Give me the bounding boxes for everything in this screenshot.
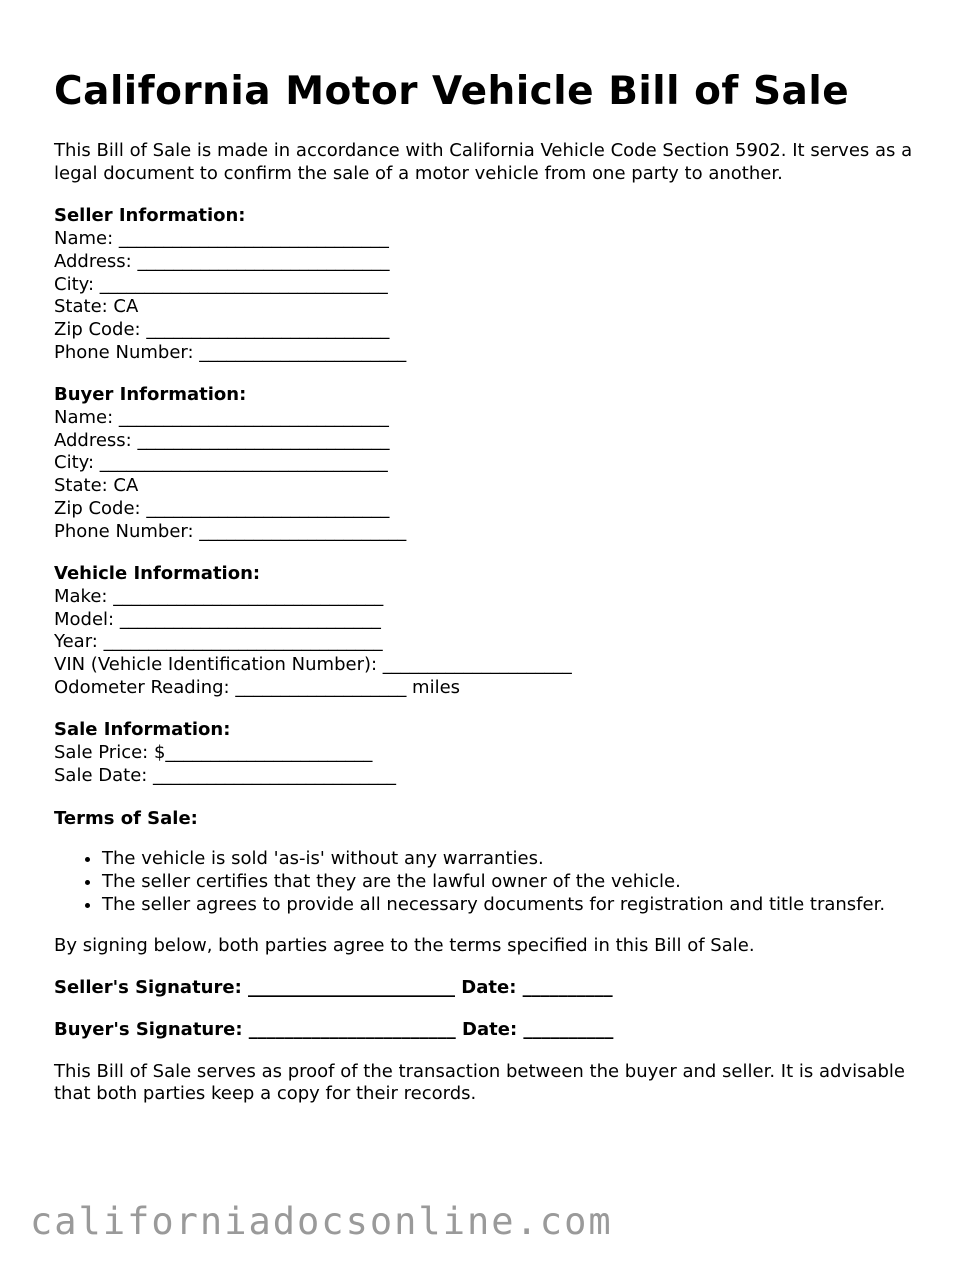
vehicle-odometer-field: Odometer Reading: ___________________ miles xyxy=(54,676,461,698)
vehicle-make-field: Make: ______________________________ xyxy=(54,585,384,607)
document-page xyxy=(54,68,934,1106)
terms-heading: Terms of Sale: xyxy=(54,807,198,829)
intro-paragraph: This Bill of Sale is made in accordance with California Vehicle Code Section 5902. It serves as a legal document to confirm the sale of a motor vehicle from one party to another. xyxy=(54,140,913,184)
vehicle-heading: Vehicle Information: xyxy=(54,563,261,585)
seller-section xyxy=(54,205,934,364)
terms-item: • The seller certifies that they are the lawful owner of the vehicle. xyxy=(102,871,934,894)
seller-heading: Seller Information: xyxy=(54,205,246,227)
terms-list xyxy=(54,848,934,916)
terms-item: • The vehicle is sold 'as-is' without any warranties. xyxy=(102,848,934,871)
site-watermark: californiadocsonline.com xyxy=(30,1200,613,1243)
seller-signature-line: Seller's Signature: _______________________ Date: __________ xyxy=(54,977,613,999)
seller-phone-field: Phone Number: _______________________ xyxy=(54,341,407,363)
sale-heading: Sale Information: xyxy=(54,719,231,741)
terms-item: • The seller agrees to provide all necessary documents for registration and title transfer. xyxy=(102,894,934,917)
buyer-state-field: State: CA xyxy=(54,475,139,497)
seller-address-field: Address: ____________________________ xyxy=(54,250,390,272)
buyer-signature-line: Buyer's Signature: _______________________ Date: __________ xyxy=(54,1018,614,1040)
buyer-name-field: Name: ______________________________ xyxy=(54,407,389,429)
buyer-zip-field: Zip Code: ___________________________ xyxy=(54,497,390,519)
vehicle-year-field: Year: _______________________________ xyxy=(54,631,383,653)
vehicle-vin-field: VIN (Vehicle Identification Number): _____________________ xyxy=(54,654,572,676)
vehicle-model-field: Model: _____________________________ xyxy=(54,608,381,630)
seller-city-field: City: ________________________________ xyxy=(54,273,388,295)
terms-section xyxy=(54,808,934,831)
seller-name-field: Name: ______________________________ xyxy=(54,228,389,250)
buyer-phone-field: Phone Number: _______________________ xyxy=(54,520,407,542)
buyer-address-field: Address: ____________________________ xyxy=(54,429,390,451)
sale-section xyxy=(54,719,934,787)
buyer-city-field: City: ________________________________ xyxy=(54,452,388,474)
seller-state-field: State: CA xyxy=(54,296,139,318)
sale-date-field: Sale Date: ___________________________ xyxy=(54,764,397,786)
seller-zip-field: Zip Code: ___________________________ xyxy=(54,318,390,340)
agreement-statement: By signing below, both parties agree to the terms specified in this Bill of Sale. xyxy=(54,935,755,957)
buyer-section xyxy=(54,384,934,543)
vehicle-section xyxy=(54,563,934,699)
buyer-heading: Buyer Information: xyxy=(54,384,247,406)
document-title: California Motor Vehicle Bill of Sale xyxy=(54,69,850,114)
closing-paragraph: This Bill of Sale serves as proof of the transaction between the buyer and seller. It is advisable that both parties keep a copy for their records. xyxy=(54,1060,905,1105)
sale-price-field: Sale Price: $_______________________ xyxy=(54,742,373,764)
